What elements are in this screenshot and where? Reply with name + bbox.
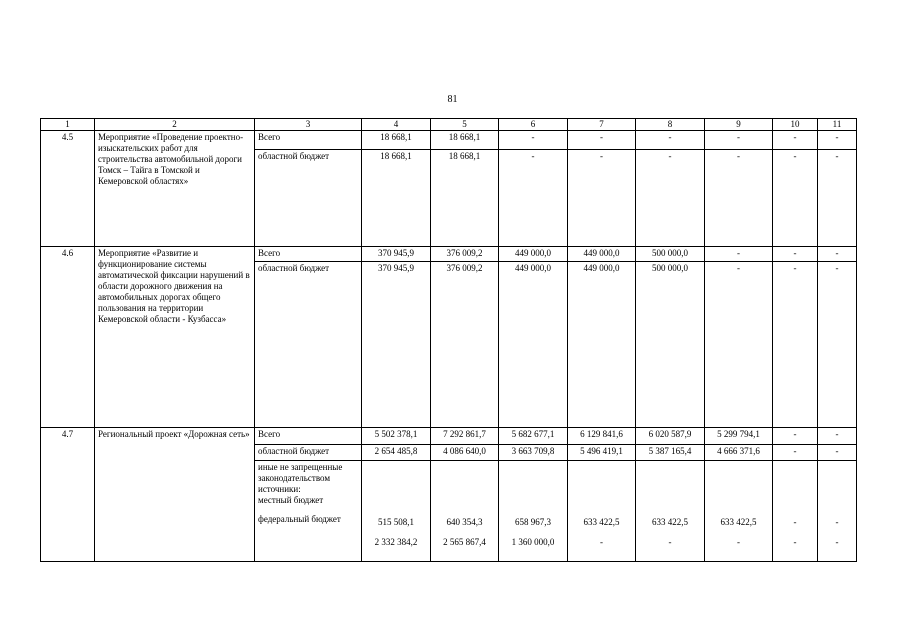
table-header-row bbox=[41, 119, 857, 131]
local-value: 515 508,1 bbox=[378, 517, 414, 527]
funding-source: областной бюджет bbox=[255, 445, 362, 461]
table-cell: 376 009,2 bbox=[431, 247, 499, 262]
row-number: 4.7 bbox=[41, 428, 95, 562]
table-cell: - bbox=[773, 262, 818, 428]
table-cell: - bbox=[705, 262, 773, 428]
table-cell: 449 000,0 bbox=[568, 262, 636, 428]
table-cell: - bbox=[818, 428, 857, 445]
federal-value: 2 332 384,2 bbox=[374, 537, 418, 547]
activity-name: Региональный проект «Дорожная сеть» bbox=[95, 428, 255, 562]
table-cell: - bbox=[773, 428, 818, 445]
federal-value: - bbox=[793, 537, 797, 547]
table-cell: 6 020 587,9 bbox=[636, 428, 705, 445]
table-cell: - bbox=[499, 131, 568, 150]
table-cell: 3 663 709,8 bbox=[499, 445, 568, 461]
table-cell bbox=[773, 461, 818, 562]
table-cell: - bbox=[818, 131, 857, 150]
table-cell: 18 668,1 bbox=[362, 131, 431, 150]
header-cell: 11 bbox=[818, 119, 857, 131]
other-sources-label: иные не запрещенные законодательством источники: bbox=[258, 462, 343, 494]
row-number: 4.5 bbox=[41, 131, 95, 247]
table-cell bbox=[499, 461, 568, 562]
federal-value: - bbox=[737, 537, 740, 547]
header-cell: 8 bbox=[636, 119, 705, 131]
table-cell: - bbox=[773, 445, 818, 461]
table-cell: 376 009,2 bbox=[431, 262, 499, 428]
table-cell: 18 668,1 bbox=[362, 150, 431, 247]
table-cell: - bbox=[499, 150, 568, 247]
table-cell: - bbox=[636, 131, 705, 150]
local-value: 633 422,5 bbox=[583, 517, 620, 527]
funding-source: местный бюджет bbox=[258, 495, 324, 505]
local-value: 658 967,3 bbox=[515, 517, 551, 527]
table-cell: 5 387 165,4 bbox=[636, 445, 705, 461]
table-cell: 500 000,0 bbox=[636, 247, 705, 262]
table-cell: 449 000,0 bbox=[568, 247, 636, 262]
table-cell: - bbox=[818, 262, 857, 428]
activity-name: Мероприятие «Проведение проектно-изыскательских работ для строительства автомобильной дороги Томск – Тайга в Томской и Кемеровской областях» bbox=[95, 131, 255, 247]
table-cell: 5 496 419,1 bbox=[568, 445, 636, 461]
budget-table bbox=[40, 118, 857, 562]
local-value: - bbox=[793, 517, 797, 527]
table-cell: - bbox=[773, 247, 818, 262]
funding-source: Всего bbox=[255, 131, 362, 150]
funding-source: Всего bbox=[255, 428, 362, 445]
table-cell: - bbox=[773, 150, 818, 247]
table-cell: - bbox=[818, 445, 857, 461]
other-sources-cell bbox=[255, 461, 362, 562]
table-cell: 2 654 485,8 bbox=[362, 445, 431, 461]
table-cell: - bbox=[818, 247, 857, 262]
local-value: - bbox=[835, 517, 839, 527]
table-row bbox=[41, 131, 857, 150]
table-cell: - bbox=[773, 131, 818, 150]
federal-value: 1 360 000,0 bbox=[511, 537, 555, 547]
table-cell: 4 666 371,6 bbox=[705, 445, 773, 461]
table-cell bbox=[568, 461, 636, 562]
table-cell: 5 502 378,1 bbox=[362, 428, 431, 445]
table-cell: 4 086 640,0 bbox=[431, 445, 499, 461]
local-value: 633 422,5 bbox=[720, 517, 757, 527]
table-row bbox=[41, 247, 857, 262]
table-cell bbox=[636, 461, 705, 562]
table-cell: 5 299 794,1 bbox=[705, 428, 773, 445]
header-cell: 1 bbox=[41, 119, 95, 131]
local-value: 640 354,3 bbox=[446, 517, 483, 527]
table-row bbox=[41, 428, 857, 445]
header-cell: 2 bbox=[95, 119, 255, 131]
header-cell: 10 bbox=[773, 119, 818, 131]
header-cell: 6 bbox=[499, 119, 568, 131]
table-cell: - bbox=[705, 150, 773, 247]
page-number: 81 bbox=[447, 94, 458, 105]
table-cell: 370 945,9 bbox=[362, 262, 431, 428]
funding-source: областной бюджет bbox=[255, 262, 362, 428]
header-cell: 7 bbox=[568, 119, 636, 131]
federal-value: - bbox=[600, 537, 603, 547]
table-cell bbox=[362, 461, 431, 562]
header-cell: 9 bbox=[705, 119, 773, 131]
table-cell: - bbox=[636, 150, 705, 247]
federal-value: - bbox=[835, 537, 839, 547]
funding-source: областной бюджет bbox=[255, 150, 362, 247]
table-cell: - bbox=[568, 150, 636, 247]
table-cell: 5 682 677,1 bbox=[499, 428, 568, 445]
table-cell: 18 668,1 bbox=[431, 150, 499, 247]
table-cell: 6 129 841,6 bbox=[568, 428, 636, 445]
table-cell: 18 668,1 bbox=[431, 131, 499, 150]
activity-name: Мероприятие «Развитие и функционирование системы автоматической фиксации нарушений в области дорожного движения на автомобильных дорогах общего пользования на территории Кемеровской области - Кузбасса» bbox=[95, 247, 255, 428]
table-cell: - bbox=[568, 131, 636, 150]
federal-value: 2 565 867,4 bbox=[443, 537, 486, 547]
table-cell: 449 000,0 bbox=[499, 247, 568, 262]
table-cell: 500 000,0 bbox=[636, 262, 705, 428]
table-cell: - bbox=[705, 247, 773, 262]
table-cell: - bbox=[705, 131, 773, 150]
header-cell: 5 bbox=[431, 119, 499, 131]
table-cell: 370 945,9 bbox=[362, 247, 431, 262]
table-cell bbox=[705, 461, 773, 562]
table-cell: - bbox=[818, 150, 857, 247]
table-cell bbox=[818, 461, 857, 562]
table-cell: 449 000,0 bbox=[499, 262, 568, 428]
local-value: 633 422,5 bbox=[652, 517, 688, 527]
federal-value: - bbox=[668, 537, 672, 547]
table-cell bbox=[431, 461, 499, 562]
funding-source: федеральный бюджет bbox=[258, 514, 341, 524]
table-cell: 7 292 861,7 bbox=[431, 428, 499, 445]
header-cell: 4 bbox=[362, 119, 431, 131]
row-number: 4.6 bbox=[41, 247, 95, 428]
header-cell: 3 bbox=[255, 119, 362, 131]
funding-source: Всего bbox=[255, 247, 362, 262]
